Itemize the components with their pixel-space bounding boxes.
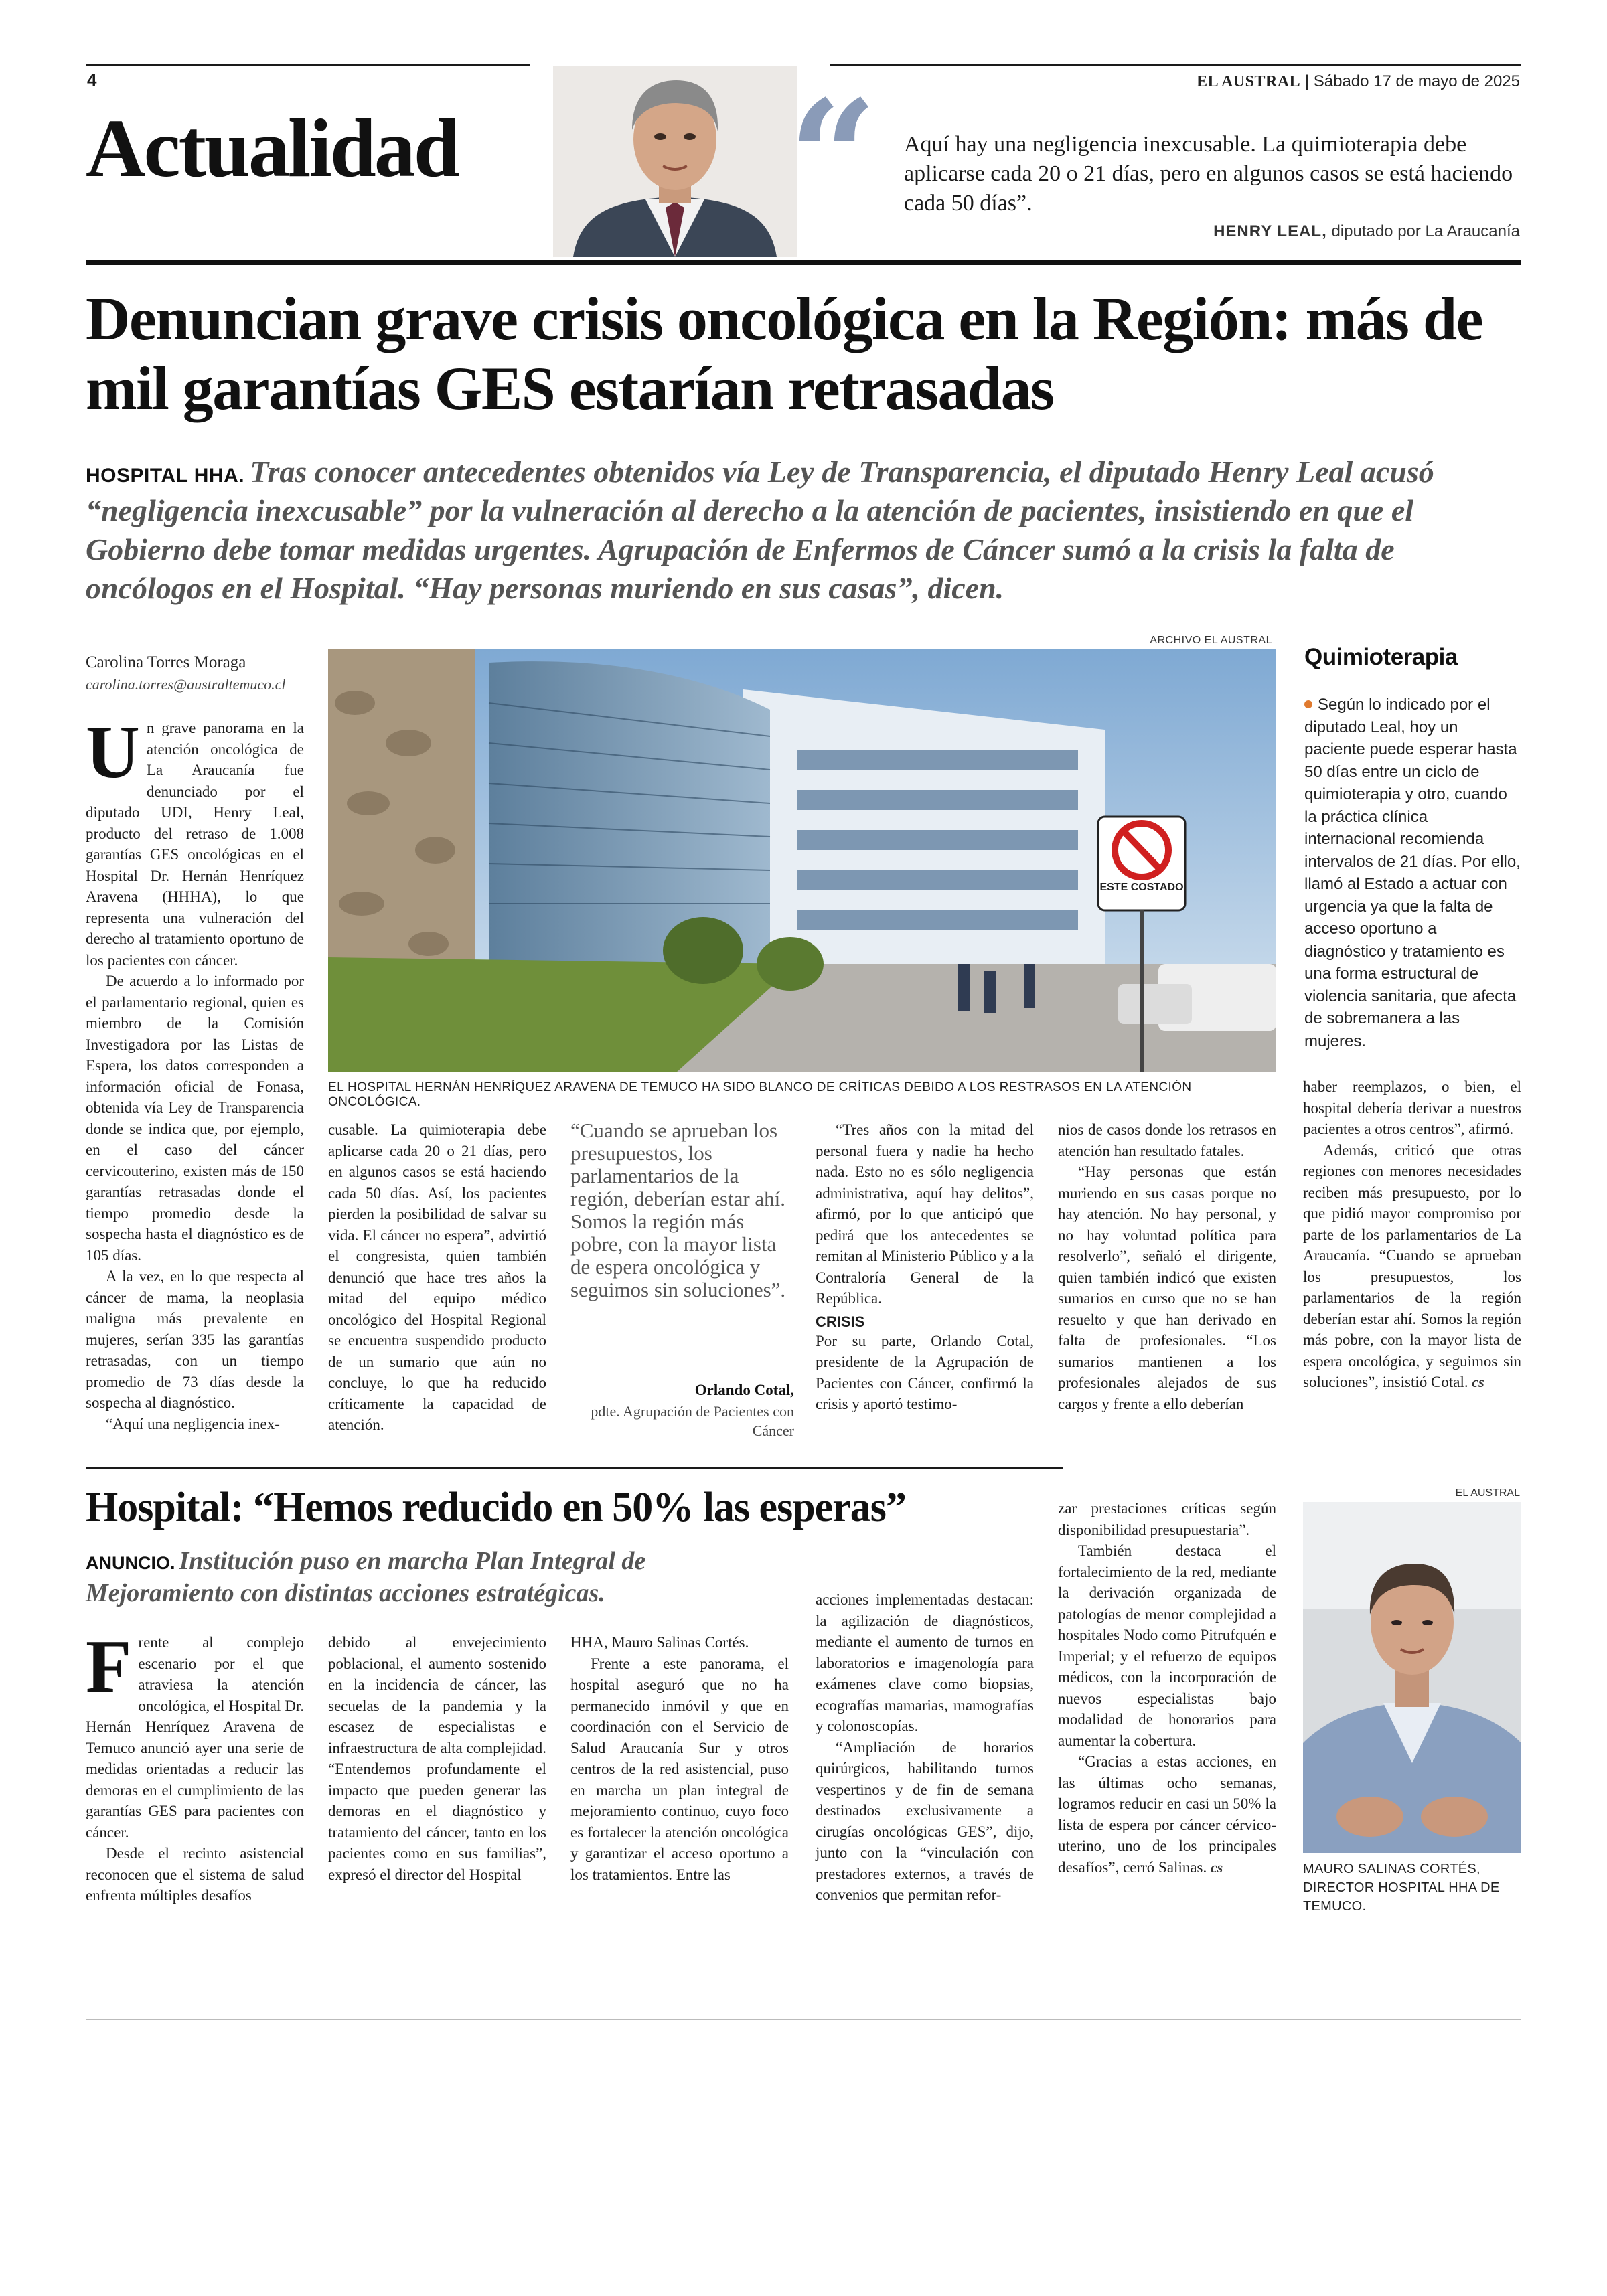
headline-rule: [86, 260, 1521, 265]
paragraph: zar prestaciones críticas según disponibilidad presupuestaria”.: [1058, 1500, 1276, 1538]
dropcap: U: [86, 711, 140, 794]
second-lead-text: Institución puso en marcha Plan Integral de Mejoramiento con distintas acciones estratégicas.: [86, 1547, 646, 1607]
paragraph: nios de casos donde los retrasos en atención han resultado fatales.: [1058, 1121, 1276, 1159]
newspaper-name: EL AUSTRAL: [1197, 73, 1301, 90]
top-quote-attribution: [1213, 222, 1520, 241]
quote-role: diputado por La Araucanía: [1331, 222, 1520, 240]
paragraph-text: “Gracias a estas acciones, en las últimas ocho semanas, logramos reducir en casi un 50% la lista de espera por cáncer cérvico-uterino, uno de los principales desafíos”, cerró Salinas.: [1058, 1753, 1276, 1876]
sidebar-title: Quimioterapia: [1304, 644, 1458, 670]
section-title: Actualidad: [86, 102, 458, 194]
second-column-2: [328, 1632, 546, 1885]
dropcap: F: [86, 1625, 132, 1708]
sidebar-text: [1304, 693, 1522, 1052]
second-column-4: [816, 1589, 1034, 1906]
bullet-icon: [1304, 700, 1312, 708]
photo-credit: ARCHIVO EL AUSTRAL: [1150, 635, 1272, 646]
photo2-caption: MAURO SALINAS CORTÉS, DIRECTOR HOSPITAL HHA DE TEMUCO.: [1303, 1862, 1500, 1914]
quote-mark-icon: “: [789, 67, 878, 248]
paragraph-text: Además, criticó que otras regiones con menores necesidades reciben más presupuesto, por lo que pidió mayor compromiso por parte de los parlamentarios de La Araucanía. “Cuando se aprueban los presupuestos, los parlamentarios de la región deberían estar ahí. Somos la región más pobre, con la mayor lista de espera oncológica, y seguimos sin soluciones”, insistió Cotal.: [1303, 1141, 1521, 1390]
sidebar-body: Según lo indicado por el diputado Leal, hoy un paciente puede esperar hasta 50 días entre un ciclo de quimioterapia y otro, cuando la práctica clínica internacional recomienda intervalos de 21 días. Por ello, llamó al Estado a actuar con urgencia ya que la falta de acceso oportuno a diagnóstico y tratamiento es una forma estructural de violencia sanitaria, que afecta de sobremanera a las mujeres.: [1304, 695, 1521, 1050]
henry-leal-portrait: [553, 66, 797, 257]
paragraph: Desde el recinto asistencial reconocen que el sistema de salud enfrenta múltiples desafíos: [86, 1845, 304, 1904]
main-headline: Denuncian grave crisis oncológica en la Región: más de mil garantías GES estarían retrasadas: [86, 284, 1482, 422]
main-lead: [86, 453, 1525, 608]
lead-kicker: HOSPITAL HHA.: [86, 465, 245, 487]
photo2-credit: EL AUSTRAL: [1455, 1487, 1520, 1499]
paragraph: “Tres años con la mitad del personal fuera y nadie ha hecho nada. Esto no es sólo negligencia administrativa, aquí hay delitos”, afirmó, por lo que anticipó que pedirá que los antecedentes se remitan al Ministerio Público y a la Contraloría General de la República.: [816, 1121, 1034, 1307]
subhead: CRISIS: [816, 1313, 865, 1330]
paragraph: [1058, 1751, 1276, 1878]
paragraph: debido al envejecimiento poblacional, el aumento sostenido en la incidencia de cáncer, las secuelas de la pandemia y la escasez de especialistas e infraestructura de alta complejidad. “Entendemos profundamente el impacto que pueden generar las demoras en el diagnóstico y tratamiento del cáncer, tanto en los pacientes como en sus familias”, expresó el director del Hospital: [328, 1634, 546, 1883]
mauro-salinas-photo: [1303, 1502, 1521, 1853]
end-mark: cs: [1211, 1858, 1223, 1876]
paragraph: [1303, 1140, 1521, 1393]
header-rule-left: [86, 64, 530, 66]
paragraph: También destaca el fortalecimiento de la red, mediante la derivación organizada de patologías de menor complejidad a hospitales Nodo como Pitrufquén e Imperial; y el refuerzo de equipos médicos, con la incorporación de nuevos especialistas bajo modalidad de honorarios para aumentar la cobertura.: [1058, 1542, 1276, 1749]
issue-date: Sábado 17 de mayo de 2025: [1313, 72, 1520, 90]
end-mark: cs: [1472, 1374, 1484, 1390]
second-lead: [86, 1545, 795, 1609]
director-illustration: [1303, 1502, 1521, 1853]
paragraph: cusable. La quimioterapia debe aplicarse cada 20 o 21 días, pero en algunos casos se está haciendo cada 50 días. Así, los pacientes pierden la posibilidad de salvar su vida. El cáncer no espera”, advirtió el congresista, quien también denunció que hace tres años la mitad del equipo médico oncológico del Hospital Regional se encuentra suspendido producto de un sumario que aún no concluye, lo que ha reducido críticamente la capacidad de atención.: [328, 1121, 546, 1433]
paragraph: HHA, Mauro Salinas Cortés.: [570, 1634, 749, 1651]
pull-quote: “Cuando se aprueban los presupuestos, los parlamentarios de la región, deberían estar ahí. Somos la región más pobre, con la mayor lista de espera oncológica y seguimos sin soluciones”.: [570, 1119, 786, 1301]
paragraph: haber reemplazos, o bien, el hospital debería derivar a nuestros pacientes a otros centros”, afirmó.: [1303, 1078, 1521, 1137]
sign-text: ESTE COSTADO: [1099, 882, 1184, 893]
article-column-4: [1058, 1119, 1276, 1414]
pull-quote-role: pdte. Agrupación de Pacientes con Cáncer: [591, 1403, 794, 1439]
article-column-2: [328, 1119, 546, 1436]
second-kicker: ANUNCIO.: [86, 1553, 175, 1573]
page-number: 4: [87, 70, 97, 90]
pull-quote-author: Orlando Cotal,: [694, 1382, 794, 1398]
byline-email: carolina.torres@australtemuco.cl: [86, 676, 286, 693]
paragraph: Frente a este panorama, el hospital aseguró que no ha permanecido inmóvil y que en coordinación con el Servicio de Salud Araucanía Sur y otros centros de la red asistencial, puso en marcha un plan integral de mejoramiento continuo, cuyo foco es fortalecer la atención oncológica y garantizar el acceso oportuno a los tratamientos. Entre las: [570, 1655, 789, 1883]
hospital-photo: [328, 649, 1276, 1072]
paragraph: rente al complejo escenario por el que atraviesa la atención oncológica, el Hospital Dr. Hernán Henríquez Aravena de Temuco anunció ayer una serie de medidas orientadas a reducir las demoras en el cumplimiento de las garantías GES para pacientes con cáncer.: [86, 1634, 304, 1841]
article-column-5: [1303, 1076, 1521, 1393]
masthead: EL AUSTRAL | Sábado 17 de mayo de 2025: [1197, 72, 1520, 90]
article-column-3: [816, 1119, 1034, 1415]
paragraph: “Hay personas que están muriendo en sus casas porque no hay atención. No hay personal, y no hay voluntad política para resolverlo”, señaló el dirigente, quien también indicó que existen sumarios en curso que no se han resuelto y que han derivado en falta de profesionales. “Los sumarios mantienen a los profesionales alejados de sus cargos y frente a ello deberían: [1058, 1163, 1276, 1412]
second-column-1: [86, 1625, 304, 1906]
paragraph: Por su parte, Orlando Cotal, presidente de la Agrupación de Pacientes con Cáncer, confirmó la crisis y aportó testimo-: [816, 1332, 1034, 1412]
paragraph: n grave panorama en la atención oncológica de La Araucanía fue denunciado por el diputado UDI, Henry Leal, producto del retraso de 1.008 garantías GES oncológicas en el Hospital Dr. Hernán Henríquez Aravena (HHHA), lo que representa una vulneración del derecho al tratamiento oportuno de los pacientes con cáncer.: [86, 720, 304, 969]
byline: Carolina Torres Moraga: [86, 653, 246, 671]
top-quote-text: Aquí hay una negligencia inexcusable. La quimioterapia debe aplicarse cada 20 o 21 días, pero en algunos casos se está haciendo cada 50 días”.: [904, 132, 1513, 216]
second-headline: Hospital: “Hemos reducido en 50% las esperas”: [86, 1485, 906, 1530]
second-column-3: [570, 1632, 789, 1885]
section-rule: [86, 1467, 1063, 1469]
paragraph: acciones implementadas destacan: la agilización de diagnósticos, mediante el aumento de turnos en laboratorios e imagenología para exámenes clave como biopsias, ecografías mamarias, mamografías y colonoscopías.: [816, 1591, 1034, 1734]
paragraph: “Ampliación de horarios quirúrgicos, habilitando turnos vespertinos y de fin de semana destinados exclusivamente a cirugías oncológicas GES”, dijo, junto con la “vinculación con prestadores externos, a través de convenios que permitan refor-: [816, 1738, 1034, 1903]
bottom-rule: [86, 2019, 1521, 2020]
second-column-5: [1058, 1498, 1276, 1878]
paragraph: De acuerdo a lo informado por el parlamentario regional, quien es miembro de la Comisión Investigadora por las Listas de Espera, los datos corresponden a información oficial de Fonasa, obtenida vía Ley de Transparencia donde se indica que, por ejemplo, en el caso del cáncer cervicouterino, existen más de 150 garantías retrasadas donde el tiempo promedio desde la sospecha hasta el diagnóstico es de 105 días.: [86, 973, 304, 1264]
paragraph: A la vez, en lo que respecta al cáncer de mama, la neoplasia maligna más prevalente en mujeres, serían 335 las garantías retrasadas, con un tiempo promedio de 73 días desde la sospecha al diagnóstico.: [86, 1268, 304, 1411]
photo-caption: EL HOSPITAL HERNÁN HENRÍQUEZ ARAVENA DE TEMUCO HA SIDO BLANCO DE CRÍTICAS DEBIDO A LOS RESTRASOS EN LA ATENCIÓN ONCOLÓGICA.: [328, 1080, 1192, 1109]
quote-author: HENRY LEAL,: [1213, 222, 1327, 240]
lead-text: Tras conocer antecedentes obtenidos vía Ley de Transparencia, el diputado Henry Leal acusó “negligencia inexcusable” por la vulneración al derecho a la atención de pacientes, insistiendo en que el Gobierno debe tomar medidas urgentes. Agrupación de Enfermos de Cáncer sumó a la crisis la falta de oncólogos en el Hospital. “Hay personas muriendo en sus casas”, dicen.: [86, 455, 1434, 605]
hospital-illustration: [328, 649, 1276, 1072]
article-column-1: [86, 711, 304, 1434]
portrait-illustration: [553, 66, 797, 257]
paragraph: “Aquí una negligencia inex-: [106, 1415, 280, 1432]
header-rule-right: [830, 64, 1521, 66]
